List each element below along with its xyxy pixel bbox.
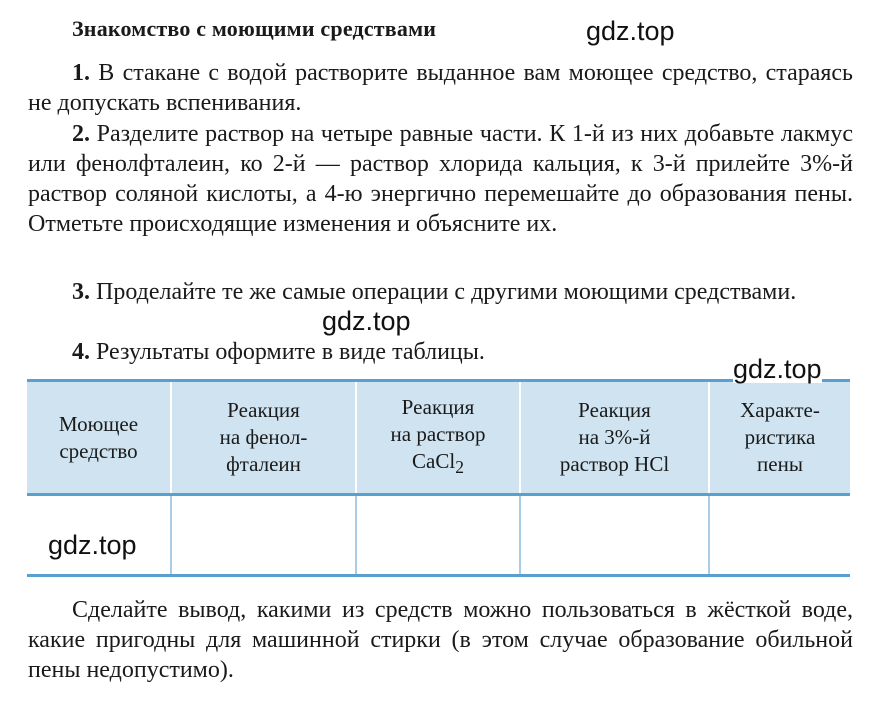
table-cell <box>171 495 356 576</box>
cacl2-subscript: 2 <box>455 457 464 478</box>
table-cell <box>520 495 709 576</box>
header-detergent: Моющее средство <box>27 381 171 495</box>
step-3-number: 3. <box>72 279 90 305</box>
conclusion-text: Сделайте вывод, какими из средств можно пользоваться в жёсткой воде, какие пригодны для машинной стирки (в этом случае образование обильной пены недопустимо). <box>28 597 853 683</box>
step-2-number: 2. <box>72 121 90 147</box>
cacl2-formula: CaCl <box>412 448 456 473</box>
watermark: gdz.top <box>586 16 675 46</box>
step-4-text: Результаты оформите в виде таблицы. <box>96 339 485 365</box>
step-4 <box>28 337 853 367</box>
table-header-row <box>27 381 850 495</box>
conclusion-paragraph <box>28 595 853 685</box>
watermark: gdz.top <box>48 530 137 560</box>
step-2-text: Разделите раствор на четыре равные части. К 1-й из них добавьте лакмус или фенолфталеин, ко 2-й — раствор хлорида кальция, к 3-й прилейте 3%-й раствор соляной кислоты, а 4-ю энергично перемешайте до образования пены. Отметьте происходящие изменения и объясните их. <box>28 121 853 237</box>
table-row <box>27 495 850 576</box>
step-1-number: 1. <box>72 60 90 86</box>
step-3-text: Проделайте те же самые операции с другими моющими средствами. <box>96 279 797 305</box>
watermark: gdz.top <box>322 306 411 336</box>
watermark: gdz.top <box>733 354 822 384</box>
table-cell <box>356 495 520 576</box>
section-heading: Знакомство с моющими средствами <box>72 16 437 41</box>
header-cacl2: Реакция на раствор CaCl$_2$ <box>356 381 520 495</box>
step-1 <box>28 58 853 118</box>
header-hcl: Реакция на 3%-й раствор HCl <box>520 381 709 495</box>
header-phenolphthalein: Реакция на фенол- фталеин <box>171 381 356 495</box>
header-foam: Характе- ристика пены <box>709 381 850 495</box>
step-4-number: 4. <box>72 339 90 365</box>
results-table <box>27 379 850 577</box>
table-cell <box>709 495 850 576</box>
step-1-text: В стакане с водой растворите выданное вам моющее средство, стараясь не допускать вспенивания. <box>28 60 854 116</box>
step-3 <box>28 277 853 307</box>
step-2 <box>28 119 853 239</box>
